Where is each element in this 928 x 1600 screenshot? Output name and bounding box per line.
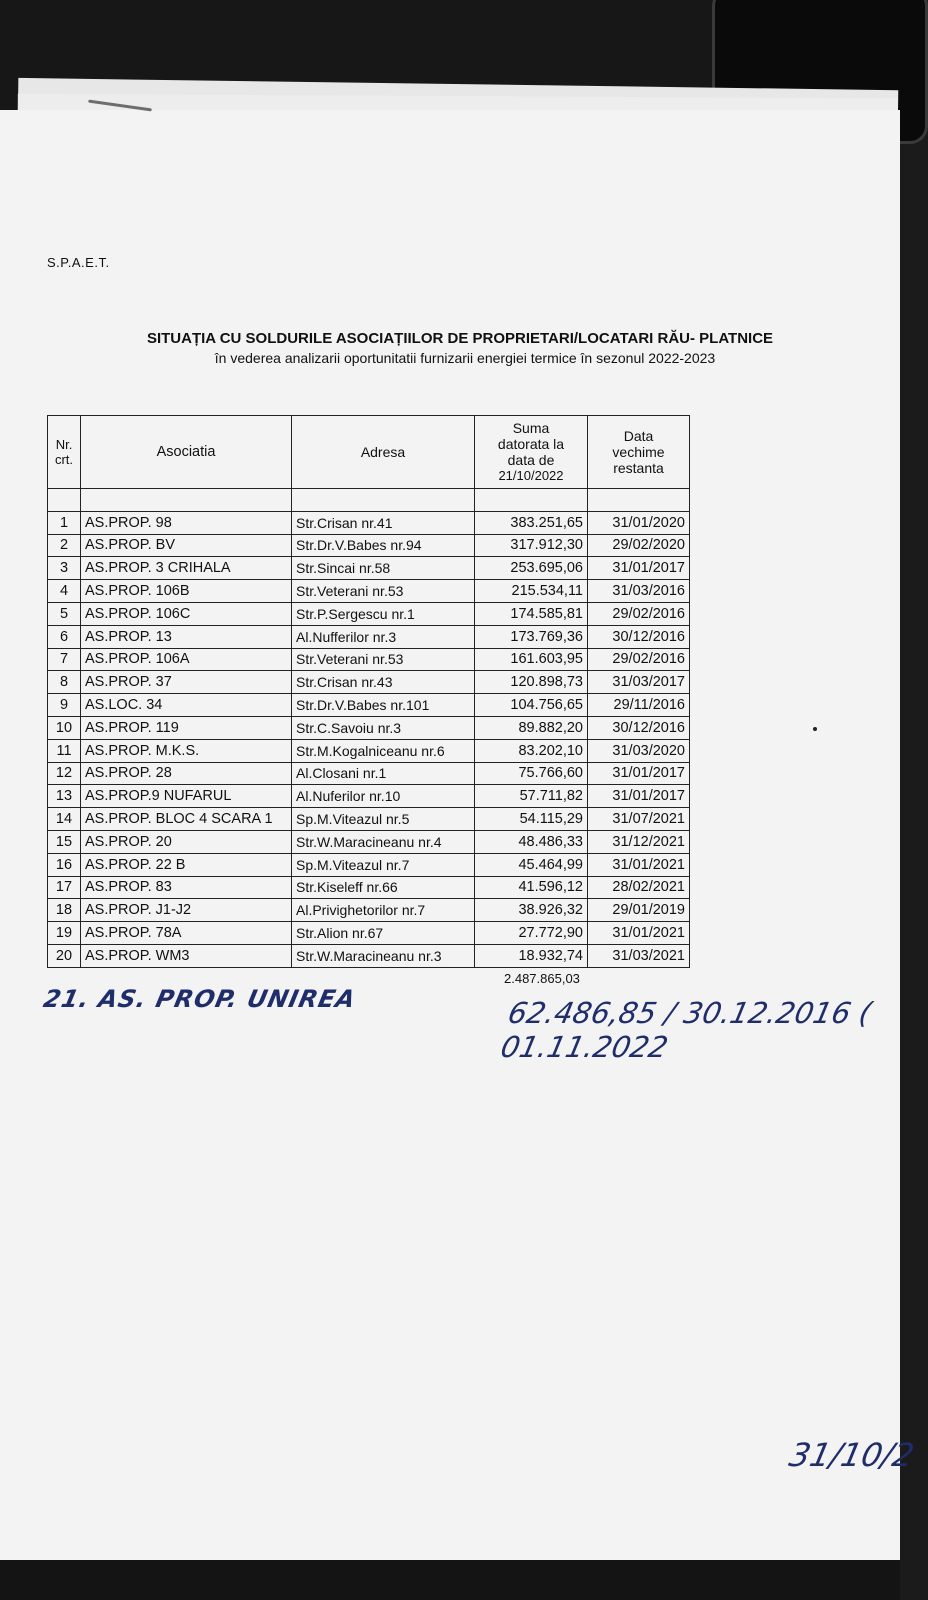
row-number: 18 [48, 899, 81, 922]
spacer-cell [588, 489, 690, 512]
row-data: 31/03/2016 [588, 580, 690, 603]
row-adresa: Str.Alion nr.67 [292, 922, 475, 945]
handwritten-amount-dates: 62.486,85 / 30.12.2016 ( 01.11.2022 [497, 996, 875, 1064]
row-number: 2 [48, 534, 81, 557]
row-adresa: Str.Kiseleff nr.66 [292, 876, 475, 899]
table-row [48, 511, 690, 534]
row-asociatia: AS.PROP. BLOC 4 SCARA 1 [81, 808, 292, 831]
header-nr [48, 416, 81, 489]
row-data: 28/02/2021 [588, 876, 690, 899]
row-data: 29/02/2020 [588, 534, 690, 557]
row-adresa: Al.Closani nr.1 [292, 762, 475, 785]
row-asociatia: AS.PROP. M.K.S. [81, 739, 292, 762]
header-nr-line1: Nr. [55, 437, 73, 452]
table-row [48, 922, 690, 945]
header-data-line3: restanta [613, 460, 664, 476]
spacer-cell [292, 489, 475, 512]
table-row [48, 808, 690, 831]
row-suma: 41.596,12 [475, 876, 588, 899]
ink-dot [813, 727, 817, 731]
table-row [48, 739, 690, 762]
row-number: 12 [48, 762, 81, 785]
row-data: 31/01/2017 [588, 762, 690, 785]
row-adresa: Str.Crisan nr.41 [292, 511, 475, 534]
row-data: 31/07/2021 [588, 808, 690, 831]
table-row [48, 625, 690, 648]
spacer-cell [81, 489, 292, 512]
row-asociatia: AS.PROP. 20 [81, 830, 292, 853]
row-suma: 89.882,20 [475, 716, 588, 739]
row-suma: 120.898,73 [475, 671, 588, 694]
table-spacer-row [48, 489, 690, 512]
table-row [48, 853, 690, 876]
row-suma: 253.695,06 [475, 557, 588, 580]
row-adresa: Al.Nufferilor nr.3 [292, 625, 475, 648]
row-adresa: Str.C.Savoiu nr.3 [292, 716, 475, 739]
row-data: 31/03/2017 [588, 671, 690, 694]
row-adresa: Str.Crisan nr.43 [292, 671, 475, 694]
row-adresa: Sp.M.Viteazul nr.7 [292, 853, 475, 876]
row-asociatia: AS.PROP. 28 [81, 762, 292, 785]
table-row [48, 534, 690, 557]
header-suma [475, 416, 588, 489]
row-data: 31/03/2021 [588, 944, 690, 967]
table-row [48, 785, 690, 808]
spacer-cell [475, 489, 588, 512]
row-number: 5 [48, 602, 81, 625]
row-asociatia: AS.PROP. WM3 [81, 944, 292, 967]
row-adresa: Al.Privighetorilor nr.7 [292, 899, 475, 922]
row-adresa: Str.P.Sergescu nr.1 [292, 602, 475, 625]
row-number: 4 [48, 580, 81, 603]
row-asociatia: AS.PROP. 106C [81, 602, 292, 625]
row-data: 31/01/2020 [588, 511, 690, 534]
row-data: 29/11/2016 [588, 694, 690, 717]
row-data: 30/12/2016 [588, 625, 690, 648]
row-suma: 48.486,33 [475, 830, 588, 853]
row-asociatia: AS.PROP. 106B [81, 580, 292, 603]
row-suma: 174.585,81 [475, 602, 588, 625]
row-adresa: Al.Nuferilor nr.10 [292, 785, 475, 808]
row-number: 3 [48, 557, 81, 580]
table-row [48, 899, 690, 922]
row-asociatia: AS.PROP. 119 [81, 716, 292, 739]
row-number: 13 [48, 785, 81, 808]
row-adresa: Str.W.Maracineanu nr.4 [292, 830, 475, 853]
table-row [48, 602, 690, 625]
organization-label: S.P.A.E.T. [47, 255, 110, 270]
row-number: 8 [48, 671, 81, 694]
row-asociatia: AS.PROP.9 NUFARUL [81, 785, 292, 808]
row-adresa: Str.Sincai nr.58 [292, 557, 475, 580]
table-row [48, 648, 690, 671]
row-asociatia: AS.PROP. 98 [81, 511, 292, 534]
row-asociatia: AS.PROP. 13 [81, 625, 292, 648]
row-number: 14 [48, 808, 81, 831]
handwritten-date: 31/10/2 [785, 1436, 918, 1474]
table-row [48, 762, 690, 785]
row-asociatia: AS.PROP. J1-J2 [81, 899, 292, 922]
row-number: 19 [48, 922, 81, 945]
document-title: SITUAȚIA CU SOLDURILE ASOCIAȚIILOR DE PROPRIETARI/LOCATARI RĂU- PLATNICE [146, 330, 774, 347]
table-row [48, 944, 690, 967]
row-suma: 104.756,65 [475, 694, 588, 717]
document-subtitle: în vederea analizarii oportunitatii furnizarii energiei termice în sezonul 2022-2023 [214, 350, 716, 366]
row-data: 29/02/2016 [588, 602, 690, 625]
row-data: 29/01/2019 [588, 899, 690, 922]
row-adresa: Str.M.Kogalniceanu nr.6 [292, 739, 475, 762]
row-asociatia: AS.LOC. 34 [81, 694, 292, 717]
row-data: 30/12/2016 [588, 716, 690, 739]
balances-table [47, 415, 690, 968]
row-adresa: Sp.M.Viteazul nr.5 [292, 808, 475, 831]
table-row [48, 694, 690, 717]
row-adresa: Str.Veterani nr.53 [292, 648, 475, 671]
row-asociatia: AS.PROP. 106A [81, 648, 292, 671]
row-suma: 317.912,30 [475, 534, 588, 557]
header-suma-line4: 21/10/2022 [498, 468, 564, 483]
row-number: 6 [48, 625, 81, 648]
table-row [48, 671, 690, 694]
row-data: 31/03/2020 [588, 739, 690, 762]
row-asociatia: AS.PROP. 22 B [81, 853, 292, 876]
table-row [48, 876, 690, 899]
table-row [48, 830, 690, 853]
row-suma: 383.251,65 [475, 511, 588, 534]
row-number: 15 [48, 830, 81, 853]
table-row [48, 557, 690, 580]
row-number: 16 [48, 853, 81, 876]
row-number: 10 [48, 716, 81, 739]
row-suma: 173.769,36 [475, 625, 588, 648]
row-suma: 38.926,32 [475, 899, 588, 922]
row-suma: 75.766,60 [475, 762, 588, 785]
desk-background-bottom [0, 1560, 900, 1600]
header-data-line1: Data [623, 428, 654, 444]
row-data: 31/01/2017 [588, 557, 690, 580]
table-row [48, 716, 690, 739]
row-suma: 57.711,82 [475, 785, 588, 808]
table-body [48, 511, 690, 967]
header-nr-line2: crt. [54, 452, 74, 467]
row-data: 31/12/2021 [588, 830, 690, 853]
row-number: 20 [48, 944, 81, 967]
table-header-row [48, 416, 690, 489]
row-asociatia: AS.PROP. 83 [81, 876, 292, 899]
row-data: 31/01/2017 [588, 785, 690, 808]
row-suma: 45.464,99 [475, 853, 588, 876]
row-asociatia: AS.PROP. BV [81, 534, 292, 557]
row-suma: 83.202,10 [475, 739, 588, 762]
row-asociatia: AS.PROP. 37 [81, 671, 292, 694]
handwritten-row-21: 21. AS. PROP. UNIREA [41, 985, 359, 1013]
row-adresa: Str.Veterani nr.53 [292, 580, 475, 603]
header-suma-line3: data de [507, 452, 555, 468]
row-asociatia: AS.PROP. 78A [81, 922, 292, 945]
row-asociatia: AS.PROP. 3 CRIHALA [81, 557, 292, 580]
spacer-cell [48, 489, 81, 512]
row-suma: 215.534,11 [475, 580, 588, 603]
table-row [48, 580, 690, 603]
row-suma: 27.772,90 [475, 922, 588, 945]
row-number: 11 [48, 739, 81, 762]
row-number: 1 [48, 511, 81, 534]
row-suma: 18.932,74 [475, 944, 588, 967]
row-suma: 161.603,95 [475, 648, 588, 671]
row-number: 17 [48, 876, 81, 899]
row-number: 9 [48, 694, 81, 717]
header-suma-line1: Suma [512, 420, 550, 436]
row-adresa: Str.Dr.V.Babes nr.101 [292, 694, 475, 717]
row-data: 31/01/2021 [588, 853, 690, 876]
header-asociatia: Asociatia [81, 416, 292, 489]
header-suma-line2: datorata la [497, 436, 565, 452]
row-suma: 54.115,29 [475, 808, 588, 831]
header-data [588, 416, 690, 489]
total-amount: 2.487.865,03 [504, 971, 580, 986]
row-data: 31/01/2021 [588, 922, 690, 945]
row-data: 29/02/2016 [588, 648, 690, 671]
row-number: 7 [48, 648, 81, 671]
row-adresa: Str.W.Maracineanu nr.3 [292, 944, 475, 967]
row-adresa: Str.Dr.V.Babes nr.94 [292, 534, 475, 557]
header-adresa: Adresa [292, 416, 475, 489]
header-data-line2: vechime [612, 444, 665, 460]
